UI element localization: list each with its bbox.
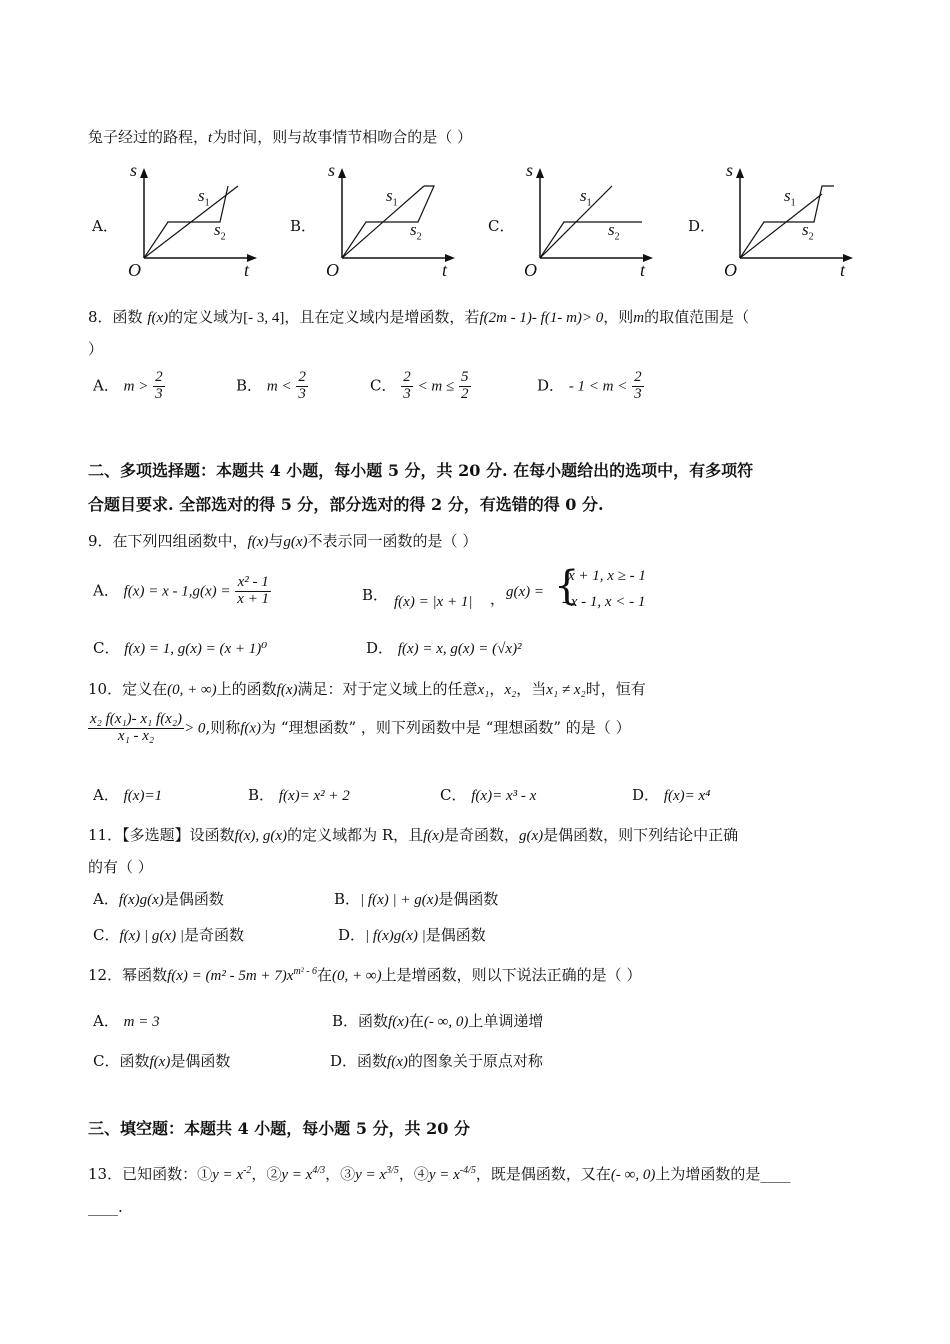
q8-stem (88, 306, 749, 327)
q13-e3: 3/5 (386, 1165, 399, 1176)
q12b-t2: 在 (408, 1012, 424, 1030)
s1-text: s (386, 186, 393, 205)
q9-gx: g(x) (283, 534, 308, 550)
q7-option-a[interactable] (92, 160, 267, 285)
q10-option-d[interactable] (632, 784, 710, 805)
s2-text: s (608, 220, 615, 239)
option-label: D． (688, 217, 716, 235)
section-2-heading-line2: 合题目要求. 全部选对的得 5 分，部分选对的得 2 分，有选错的得 0 分. (88, 495, 604, 514)
option-label: B． (334, 890, 361, 908)
q10-t5: ,则称 (205, 718, 241, 737)
q11c-formula: f(x) | g(x) | (119, 928, 184, 944)
q9a-frac (235, 575, 271, 608)
q9-stem (88, 530, 477, 551)
s2-sub: 2 (808, 231, 814, 243)
option-label: D． (537, 376, 565, 395)
s1-text: s (198, 186, 205, 205)
option-label: C． (440, 786, 467, 804)
q13-t2: 上为增函数的是 (655, 1165, 761, 1183)
y-axis-arrow (536, 168, 544, 178)
q10-gt: > 0 (184, 720, 206, 737)
num: 2 (403, 369, 411, 385)
q12-interval: (0, + ∞) (332, 968, 382, 984)
s2-text: s (410, 220, 417, 239)
q11b-formula: | f(x) | + g(x) (360, 892, 439, 908)
option-label: A． (93, 376, 119, 395)
q8a-frac (153, 370, 165, 403)
option-label: A． (93, 581, 119, 600)
q11a-text: 是偶函数 (163, 890, 224, 908)
q7-intro: 兔子经过的路程， (88, 128, 209, 146)
den: 2 (461, 385, 469, 402)
q11-t3: 是偶函数，则下列结论中正确 (543, 826, 739, 844)
q13-f2: y = x (281, 1167, 313, 1183)
q10-x1: x₁ (477, 682, 490, 698)
q9-option-c[interactable] (93, 637, 267, 658)
origin: O (524, 260, 537, 280)
q8c-frac2 (459, 370, 471, 403)
axis-s: s (526, 160, 534, 180)
q7-option-d[interactable] (688, 160, 863, 285)
label-s2 (410, 220, 422, 242)
q8-num: 8．函数 (88, 308, 143, 326)
q9b-case1: x + 1, x ≥ - 1 (568, 568, 646, 584)
q8d-lhs: - 1 < m < (568, 378, 628, 395)
q8-option-d[interactable] (537, 370, 644, 403)
q11d-text: 是偶函数 (425, 926, 486, 944)
q9-t1: 与 (268, 532, 284, 550)
q10-t4: 时，恒有 (585, 680, 646, 698)
q10-option-a[interactable] (93, 784, 162, 805)
q8-stem-end: ） (88, 340, 104, 358)
q7-stem (88, 126, 472, 147)
q8c-frac1 (401, 370, 413, 403)
option-label: A． (93, 786, 119, 804)
q7-t: t (208, 130, 213, 146)
option-label: C． (93, 926, 120, 944)
q9b-case2: - x - 1, x < - 1 (562, 594, 646, 610)
q11-gx: g(x) (518, 828, 544, 844)
q11-num: 11．【多选题】设函数 (88, 826, 235, 844)
q12-stem (88, 964, 641, 985)
q11-option-a[interactable] (93, 888, 224, 909)
q11-option-b[interactable] (334, 888, 498, 909)
q10a-formula: f(x)=1 (123, 788, 163, 804)
q8-domain: [- 3, 4] (243, 310, 285, 326)
q12a-formula: m = 3 (123, 1014, 160, 1030)
q13-s3: ，④ (398, 1165, 429, 1183)
option-label: A． (93, 1012, 119, 1030)
s2-text: s (802, 220, 809, 239)
num: 5 (461, 369, 469, 385)
q10-t2: 满足：对于定义域上的任意 (297, 680, 478, 698)
q9-fx: f(x) (247, 534, 269, 550)
q13-stem-line2[interactable]: ____. (88, 1198, 123, 1216)
q10-frac (88, 712, 184, 745)
option-label: D． (366, 639, 394, 657)
num: x₂ f(x₁)- x₁ f(x₂) (90, 711, 183, 727)
s1-sub: 1 (204, 197, 210, 209)
q12d-t2: 的图象关于原点对称 (407, 1052, 543, 1070)
s2-sub: 2 (416, 231, 422, 243)
q12b-f: f(x) (388, 1014, 409, 1030)
q12c-f: f(x) (149, 1054, 171, 1070)
q11-fx: f(x) (423, 828, 444, 844)
s1-sub: 1 (392, 197, 398, 209)
q12d-f: f(x) (387, 1054, 408, 1070)
label-s1 (784, 186, 796, 208)
q9-option-d[interactable] (366, 637, 522, 658)
q9-num: 9．在下列四组函数中， (88, 532, 248, 550)
q9c-formula: f(x) = 1, g(x) = (x + 1)⁰ (124, 641, 268, 657)
q10d-formula: f(x)= x⁴ (663, 788, 711, 804)
q13-interval: (- ∞, 0) (610, 1167, 656, 1183)
q13-stem (88, 1163, 790, 1184)
q7-option-b[interactable] (290, 160, 465, 285)
s1-sub: 1 (790, 197, 796, 209)
axis-t: t (640, 260, 646, 280)
origin: O (128, 260, 141, 280)
q13-e4: -4/5 (459, 1165, 476, 1176)
axis-t: t (244, 260, 250, 280)
option-label: D． (330, 1052, 358, 1070)
option-label: B． (332, 1012, 359, 1030)
option-label: C． (488, 217, 515, 235)
den: x₁ - x₂ (117, 727, 155, 744)
q12-f: f(x) = (m² - 5m + 7)x (167, 968, 294, 984)
den: 3 (634, 385, 642, 402)
q9b-brace: { (554, 563, 580, 609)
option-label: C． (93, 1052, 120, 1070)
q8b-lhs: m < (266, 378, 292, 395)
q11-fg: f(x), g(x) (234, 828, 288, 844)
rabbit-line (540, 222, 642, 258)
q12c-t1: 函数 (119, 1052, 150, 1070)
label-s1 (580, 186, 592, 208)
section-3-heading: 三、填空题：本题共 4 小题，每小题 5 分，共 20 分 (88, 1119, 470, 1138)
den: 3 (155, 385, 163, 402)
q9-option-a[interactable] (93, 575, 271, 608)
num: 2 (634, 369, 642, 385)
den: x + 1 (237, 590, 270, 607)
s2-text: s (214, 220, 221, 239)
option-label: B． (236, 376, 263, 395)
q12-t1: 在 (317, 966, 333, 984)
q13-s1: ，② (251, 1165, 282, 1183)
axis-t: t (442, 260, 448, 280)
axis-t: t (840, 260, 846, 280)
s2-sub: 2 (220, 231, 226, 243)
q8-option-a[interactable] (93, 370, 165, 403)
q10c-formula: f(x)= x³ - x (471, 788, 537, 804)
axis-s: s (130, 160, 138, 180)
q11b-text: 是偶函数 (438, 890, 499, 908)
q9a-formula: f(x) = x - 1,g(x) = (123, 583, 231, 600)
q13-t1: ，既是偶函数，又在 (475, 1165, 611, 1183)
q10-fx2: f(x) (240, 720, 262, 737)
axis-s: s (328, 160, 336, 180)
q13-f1: y = x (212, 1167, 244, 1183)
graph-c (488, 160, 663, 285)
q13-num: 13．已知函数：① (88, 1165, 213, 1183)
q8a-lhs: m > (123, 378, 149, 395)
num: x² - 1 (235, 575, 271, 592)
option-label: D． (338, 926, 366, 944)
option-label: C． (370, 376, 397, 395)
s1-sub: 1 (586, 197, 592, 209)
q9b-g: g(x) = (506, 584, 545, 600)
graph-b (290, 160, 465, 285)
q10-fx: f(x) (276, 682, 298, 698)
q12b-t1: 函数 (358, 1012, 389, 1030)
y-axis-arrow (736, 168, 744, 178)
q11-option-d[interactable] (338, 924, 486, 945)
option-label: B． (362, 586, 389, 604)
option-label: A． (92, 217, 118, 235)
q8b-frac (296, 370, 308, 403)
num: 2 (155, 369, 163, 385)
q12d-t1: 函数 (357, 1052, 388, 1070)
section-2-heading: 二、多项选择题：本题共 4 小题，每小题 5 分，共 20 分. 在每小题给出的选项中，有多项符 (88, 461, 754, 480)
q12-option-d[interactable] (330, 1050, 543, 1071)
q8-t2: ，且在定义域内是增函数，若 (284, 308, 480, 326)
option-label: B． (248, 786, 275, 804)
q10-t6: 为 “理想函数” ，则下列函数中是 “理想函数” 的是（ ） (261, 718, 631, 737)
q10-stem-line2 (88, 712, 631, 745)
graph-d (688, 160, 863, 285)
q12c-t2: 是偶函数 (170, 1052, 231, 1070)
graph-a (92, 160, 267, 285)
q12-option-a[interactable] (93, 1010, 160, 1031)
option-label: C． (93, 639, 120, 657)
q11-t1: 的定义域都为 R，且 (287, 826, 424, 844)
q8-t1: 的定义域为 (168, 308, 244, 326)
q8-t4: 的取值范围是（ (644, 308, 750, 326)
q10-option-b[interactable] (248, 784, 350, 805)
q13-s2: ，③ (325, 1165, 356, 1183)
q11-stem (88, 824, 738, 845)
q10-stem (88, 678, 646, 699)
q8-fx: f(x) (147, 310, 169, 326)
origin: O (724, 260, 737, 280)
option-label: A． (93, 890, 119, 908)
label-s2 (214, 220, 226, 242)
y-axis-arrow (140, 168, 148, 178)
q11c-text: 是奇函数 (183, 926, 244, 944)
num: 2 (298, 369, 306, 385)
q11a-formula: f(x)g(x) (118, 892, 164, 908)
s2-sub: 2 (614, 231, 620, 243)
label-s1 (198, 186, 210, 208)
q13-answer-blank[interactable]: ____ (760, 1165, 791, 1183)
q10-num: 10．定义在 (88, 680, 168, 698)
q8-option-b[interactable] (236, 370, 308, 403)
q9b-sep: ， (490, 590, 506, 608)
s1-text: s (784, 186, 791, 205)
q10-sep: ， (489, 680, 505, 698)
s1-text: s (580, 186, 587, 205)
q9-t2: 不表示同一函数的是（ ） (307, 532, 478, 550)
q13-f4: y = x (428, 1167, 460, 1183)
q12-t2: 上是增函数，则以下说法正确的是（ ） (381, 966, 642, 984)
q7-intro2: 为时间，则与故事情节相吻合的是（ ） (212, 128, 472, 146)
q12-option-c[interactable] (93, 1050, 230, 1071)
q10-x2: x₂ (504, 682, 517, 698)
q11-t2: 是奇函数， (443, 826, 519, 844)
option-label: B． (290, 217, 317, 235)
q10-t1: 上的函数 (216, 680, 277, 698)
label-s1 (386, 186, 398, 208)
origin: O (326, 260, 339, 280)
q8-ineq: f(2m - 1)- f(1- m)> 0 (479, 310, 604, 326)
option-label: D． (632, 786, 660, 804)
q11-stem-line2: 的有（ ） (88, 858, 153, 876)
q8c-mid: < m ≤ (417, 378, 455, 395)
q8d-frac (632, 370, 644, 403)
q11d-formula: | f(x)g(x) | (365, 928, 426, 944)
axis-s: s (726, 160, 734, 180)
q13-e1: -2 (243, 1165, 252, 1176)
q10-neq: x₁ ≠ x₂ (546, 682, 586, 698)
q10b-formula: f(x)= x² + 2 (278, 788, 350, 804)
y-axis-arrow (338, 168, 346, 178)
den: 3 (403, 385, 411, 402)
q13-e2: 4/3 (312, 1165, 326, 1176)
q11-option-c[interactable] (93, 924, 244, 945)
q10-option-c[interactable] (440, 784, 536, 805)
label-s2 (802, 220, 814, 242)
q10-interval: (0, + ∞) (167, 682, 217, 698)
q8-m: m (633, 310, 645, 326)
q9d-formula: f(x) = x, g(x) = (√x)² (397, 641, 522, 657)
q7-option-c[interactable] (488, 160, 663, 285)
q8-t3: ，则 (603, 308, 634, 326)
q13-f3: y = x (355, 1167, 387, 1183)
q12b-interval: (- ∞, 0) (423, 1014, 469, 1030)
q12-num: 12．幂函数 (88, 966, 168, 984)
q10-t3: ，当 (516, 680, 547, 698)
q9b-f: f(x) = |x + 1| (394, 594, 473, 610)
den: 3 (298, 385, 306, 402)
q8-option-c[interactable] (370, 370, 471, 403)
q12-exp: m² - 6 (293, 966, 318, 977)
q12b-t3: 上单调递增 (468, 1012, 544, 1030)
q12-option-b[interactable] (332, 1010, 543, 1031)
label-s2 (608, 220, 620, 242)
